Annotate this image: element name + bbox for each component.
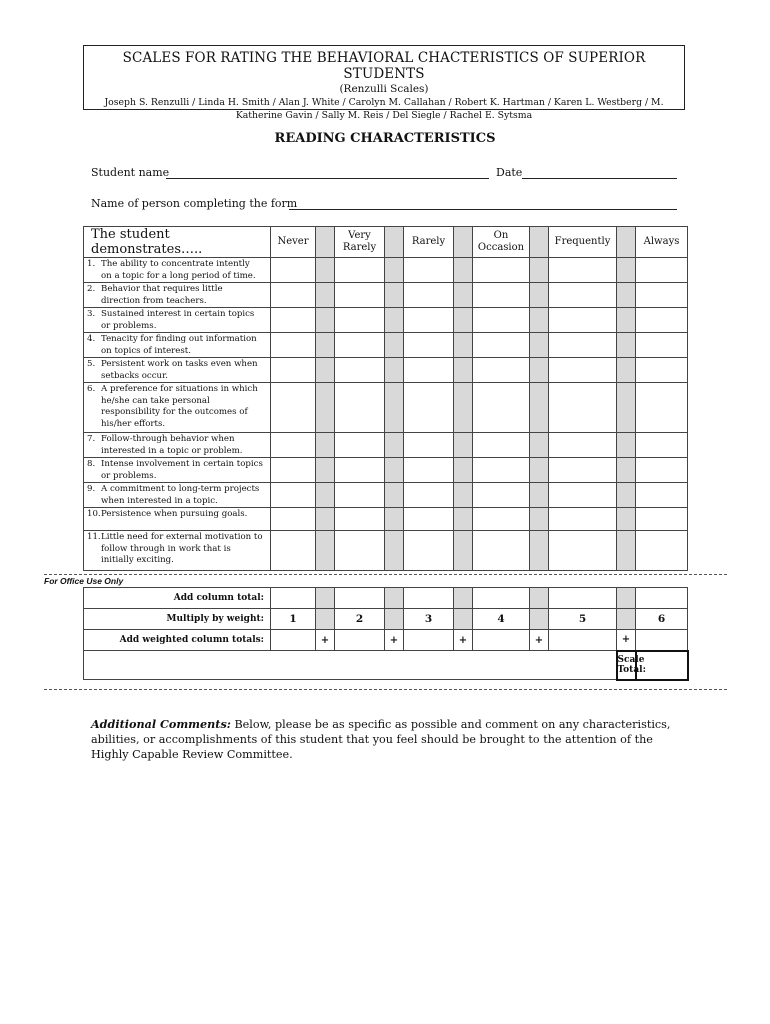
weighted-cell[interactable] (549, 630, 617, 651)
total-cell[interactable] (636, 588, 688, 609)
table-header-row (84, 227, 688, 258)
rating-cell[interactable] (473, 358, 530, 383)
item-cell (84, 458, 271, 483)
spacer-col (617, 258, 636, 283)
weight-row (84, 609, 688, 630)
table-row (84, 358, 688, 383)
weighted-cell[interactable] (473, 630, 530, 651)
spacer-col (316, 333, 335, 358)
col-rarely: Rarely (404, 227, 454, 258)
plus-sign: + (316, 630, 335, 651)
rating-cell[interactable] (473, 258, 530, 283)
table-row (84, 483, 688, 508)
item-number: 11. (87, 532, 101, 542)
item-cell (84, 383, 271, 433)
spacer-col (617, 483, 636, 508)
rating-cell[interactable] (549, 458, 617, 483)
spacer-col (316, 433, 335, 458)
item-cell (84, 433, 271, 458)
table-row (84, 283, 688, 308)
spacer-col (385, 483, 404, 508)
rating-cell[interactable] (404, 258, 454, 283)
item-number: 8. (87, 459, 96, 469)
spacer-col (316, 458, 335, 483)
rating-cell[interactable] (271, 383, 316, 433)
scale-total-label: Scale Total: (617, 651, 636, 680)
table-row (84, 333, 688, 358)
date-label: Date (496, 166, 523, 179)
rating-cell[interactable] (549, 508, 617, 531)
spacer-col (530, 433, 549, 458)
weight-1: 1 (271, 609, 316, 630)
col-frequently: Frequently (549, 227, 617, 258)
total-cell[interactable] (473, 588, 530, 609)
spacer-col (530, 383, 549, 433)
add-weighted-label: Add weighted column totals: (84, 630, 271, 651)
item-text: Sustained interest in certain topics or problems. (101, 309, 255, 331)
student-name-line[interactable] (166, 178, 489, 179)
item-text: Persistence when pursuing goals. (101, 509, 248, 519)
weight-4: 4 (473, 609, 530, 630)
rating-cell[interactable] (335, 383, 385, 433)
rating-cell[interactable] (271, 531, 316, 571)
weight-3: 3 (404, 609, 454, 630)
spacer-col (385, 433, 404, 458)
rating-cell[interactable] (549, 531, 617, 571)
item-text: Tenacity for finding out information on topics of interest. (101, 334, 257, 356)
spacer-col (530, 458, 549, 483)
plus-sign: + (530, 630, 549, 651)
table-row (84, 531, 688, 571)
spacer-col (385, 283, 404, 308)
weight-6: 6 (636, 609, 688, 630)
rating-cell[interactable] (473, 333, 530, 358)
rating-cell[interactable] (404, 308, 454, 333)
item-cell (84, 531, 271, 571)
spacer-col (530, 227, 549, 258)
spacer-col (316, 308, 335, 333)
table-row (84, 508, 688, 531)
rating-cell[interactable] (335, 333, 385, 358)
spacer-col (454, 609, 473, 630)
rating-cell[interactable] (549, 308, 617, 333)
spacer-col (316, 483, 335, 508)
rating-cell[interactable] (636, 308, 688, 333)
spacer-col (617, 308, 636, 333)
office-divider-bottom (44, 689, 727, 690)
comments-area[interactable] (91, 775, 687, 945)
student-name-label: Student name (91, 166, 170, 179)
office-divider-top (44, 574, 727, 575)
rating-cell[interactable] (549, 283, 617, 308)
authors: Joseph S. Renzulli / Linda H. Smith / Alan J. White / Carolyn M. Callahan / Robert K. Hartman / Karen L. Westberg / M. Katherine Gavin / Sally M. Reis / Del Siegle / Rachel E. Sytsma (104, 97, 664, 121)
rating-cell[interactable] (335, 258, 385, 283)
item-text: Follow-through behavior when interested in a topic or problem. (101, 434, 243, 456)
spacer-col (385, 227, 404, 258)
rating-cell[interactable] (549, 483, 617, 508)
rating-cell[interactable] (473, 308, 530, 333)
date-line[interactable] (522, 178, 677, 179)
rating-cell[interactable] (404, 531, 454, 571)
rating-cell[interactable] (549, 433, 617, 458)
spacer-col (316, 358, 335, 383)
spacer-col (617, 227, 636, 258)
spacer-col (316, 383, 335, 433)
rating-cell[interactable] (335, 458, 385, 483)
col-always: Always (636, 227, 688, 258)
spacer-col (385, 508, 404, 531)
completer-label: Name of person completing the form (91, 197, 298, 210)
spacer-col (454, 508, 473, 531)
weighted-cell[interactable] (636, 630, 688, 651)
rating-cell[interactable] (473, 531, 530, 571)
item-text: Behavior that requires little direction from teachers. (101, 284, 223, 306)
item-cell (84, 258, 271, 283)
table-row (84, 308, 688, 333)
rating-cell[interactable] (549, 383, 617, 433)
rating-cell[interactable] (271, 508, 316, 531)
item-cell (84, 508, 271, 531)
spacer-col (617, 609, 636, 630)
spacer-col (385, 531, 404, 571)
rating-cell[interactable] (335, 483, 385, 508)
item-text: Persistent work on tasks even when setbacks occur. (101, 359, 258, 381)
rating-cell[interactable] (271, 333, 316, 358)
rating-cell[interactable] (271, 458, 316, 483)
spacer-col (454, 283, 473, 308)
rating-cell[interactable] (473, 508, 530, 531)
table-row (84, 258, 688, 283)
item-number: 7. (87, 434, 96, 444)
weight-2: 2 (335, 609, 385, 630)
spacer-col (454, 531, 473, 571)
spacer-col (385, 358, 404, 383)
item-cell (84, 333, 271, 358)
spacer-col (316, 258, 335, 283)
spacer-col (454, 383, 473, 433)
rating-cell[interactable] (335, 308, 385, 333)
spacer-col (454, 358, 473, 383)
total-cell[interactable] (549, 588, 617, 609)
rating-cell[interactable] (335, 508, 385, 531)
rating-cell[interactable] (636, 333, 688, 358)
rating-cell[interactable] (636, 258, 688, 283)
item-number: 2. (87, 284, 96, 294)
spacer-col (316, 609, 335, 630)
item-number: 5. (87, 359, 96, 369)
spacer-col (454, 458, 473, 483)
spacer-col (530, 483, 549, 508)
spacer-col (530, 531, 549, 571)
spacer-col (530, 258, 549, 283)
rating-cell[interactable] (271, 258, 316, 283)
multiply-by-weight-label: Multiply by weight: (84, 609, 271, 630)
rating-cell[interactable] (335, 531, 385, 571)
column-total-row (84, 588, 688, 609)
comments-text: Below, please be as specific as possible and comment on any characteristics, abilities, or accomplishments of this student that you feel should be brought to the attention of the Highly Capable Review Committee. (91, 718, 671, 761)
item-cell (84, 283, 271, 308)
spacer-col (316, 227, 335, 258)
rating-cell[interactable] (404, 458, 454, 483)
spacer-col (530, 609, 549, 630)
spacer-col (454, 227, 473, 258)
spacer-col (316, 588, 335, 609)
plus-sign: + (617, 630, 636, 651)
spacer-col (617, 333, 636, 358)
item-number: 6. (87, 384, 96, 394)
rating-cell[interactable] (636, 531, 688, 571)
spacer-col (385, 308, 404, 333)
item-number: 4. (87, 334, 96, 344)
scale-total-row (84, 651, 688, 680)
spacer-col (454, 333, 473, 358)
col-on-occasion: On Occasion (473, 227, 530, 258)
item-number: 1. (87, 259, 96, 269)
col-never: Never (271, 227, 316, 258)
completer-line[interactable] (289, 209, 677, 210)
add-column-total-label: Add column total: (84, 588, 271, 609)
item-text: The ability to concentrate intently on a topic for a long period of time. (101, 259, 256, 281)
rating-cell[interactable] (404, 483, 454, 508)
section-title: READING CHARACTERISTICS (274, 131, 496, 146)
spacer-col (316, 283, 335, 308)
spacer-col (454, 258, 473, 283)
rating-cell[interactable] (549, 258, 617, 283)
spacer-col (454, 308, 473, 333)
comments-label: Additional Comments: (91, 717, 231, 731)
rating-cell[interactable] (271, 433, 316, 458)
weight-5: 5 (549, 609, 617, 630)
item-number: 3. (87, 309, 96, 319)
rating-cell[interactable] (404, 358, 454, 383)
rating-cell[interactable] (335, 283, 385, 308)
table-row (84, 433, 688, 458)
spacer-col (385, 458, 404, 483)
spacer-col (530, 358, 549, 383)
item-text: A commitment to long-term projects when interested in a topic. (101, 484, 260, 506)
spacer-col (530, 283, 549, 308)
rating-cell[interactable] (473, 483, 530, 508)
rating-cell[interactable] (404, 283, 454, 308)
total-cell[interactable] (404, 588, 454, 609)
total-cell[interactable] (335, 588, 385, 609)
spacer-col (530, 508, 549, 531)
spacer-col (617, 458, 636, 483)
rating-cell[interactable] (271, 358, 316, 383)
rating-cell[interactable] (636, 383, 688, 433)
spacer-col (617, 531, 636, 571)
rating-cell[interactable] (404, 508, 454, 531)
rating-cell[interactable] (473, 458, 530, 483)
weighted-total-row (84, 630, 688, 651)
scale-total-spacer (84, 651, 617, 680)
spacer-col (385, 609, 404, 630)
spacer-col (385, 383, 404, 433)
spacer-col (530, 333, 549, 358)
header-box (83, 45, 685, 121)
item-number: 9. (87, 484, 96, 494)
lead-cell: The student demonstrates….. (84, 227, 271, 258)
table-row (84, 458, 688, 483)
rating-cell[interactable] (636, 358, 688, 383)
rating-cell[interactable] (473, 283, 530, 308)
item-cell (84, 308, 271, 333)
rating-cell[interactable] (473, 383, 530, 433)
item-number: 10. (87, 509, 101, 519)
item-text: Little need for external motivation to follow through in work that is initially exciting. (101, 532, 263, 565)
spacer-col (617, 588, 636, 609)
plus-sign: + (385, 630, 404, 651)
table-row (84, 383, 688, 433)
rating-cell[interactable] (636, 508, 688, 531)
spacer-col (530, 588, 549, 609)
weighted-cell[interactable] (335, 630, 385, 651)
spacer-col (316, 508, 335, 531)
spacer-col (617, 383, 636, 433)
rating-cell[interactable] (271, 483, 316, 508)
rating-cell[interactable] (271, 283, 316, 308)
spacer-col (385, 258, 404, 283)
rating-cell[interactable] (335, 433, 385, 458)
spacer-col (617, 283, 636, 308)
spacer-col (385, 333, 404, 358)
rating-cell[interactable] (636, 458, 688, 483)
rating-cell[interactable] (473, 433, 530, 458)
additional-comments (91, 717, 691, 762)
col-very-rarely: Very Rarely (335, 227, 385, 258)
rating-cell[interactable] (636, 483, 688, 508)
form-title: SCALES FOR RATING THE BEHAVIORAL CHACTERISTICS OF SUPERIOR STUDENTS (122, 50, 646, 82)
spacer-col (617, 433, 636, 458)
item-cell (84, 483, 271, 508)
spacer-col (454, 433, 473, 458)
rating-cell[interactable] (404, 383, 454, 433)
rating-cell[interactable] (335, 358, 385, 383)
form-subtitle: (Renzulli Scales) (339, 83, 429, 95)
rating-cell[interactable] (549, 333, 617, 358)
rating-cell[interactable] (404, 333, 454, 358)
rating-cell[interactable] (404, 433, 454, 458)
spacer-col (454, 588, 473, 609)
rating-cell[interactable] (636, 433, 688, 458)
spacer-col (385, 588, 404, 609)
item-text: Intense involvement in certain topics or problems. (101, 459, 263, 481)
weighted-cell[interactable] (271, 630, 316, 651)
item-text: A preference for situations in which he/she can take personal responsibility for the outcomes of his/her efforts. (101, 384, 258, 429)
spacer-col (617, 508, 636, 531)
item-cell (84, 358, 271, 383)
spacer-col (316, 531, 335, 571)
rating-cell[interactable] (636, 283, 688, 308)
office-table (83, 587, 689, 681)
plus-sign: + (454, 630, 473, 651)
rating-cell[interactable] (549, 358, 617, 383)
rating-cell[interactable] (271, 308, 316, 333)
spacer-col (454, 483, 473, 508)
rating-table (83, 226, 688, 571)
spacer-col (530, 308, 549, 333)
office-use-label: For Office Use Only (44, 576, 124, 586)
weighted-cell[interactable] (404, 630, 454, 651)
total-cell[interactable] (271, 588, 316, 609)
spacer-col (617, 358, 636, 383)
